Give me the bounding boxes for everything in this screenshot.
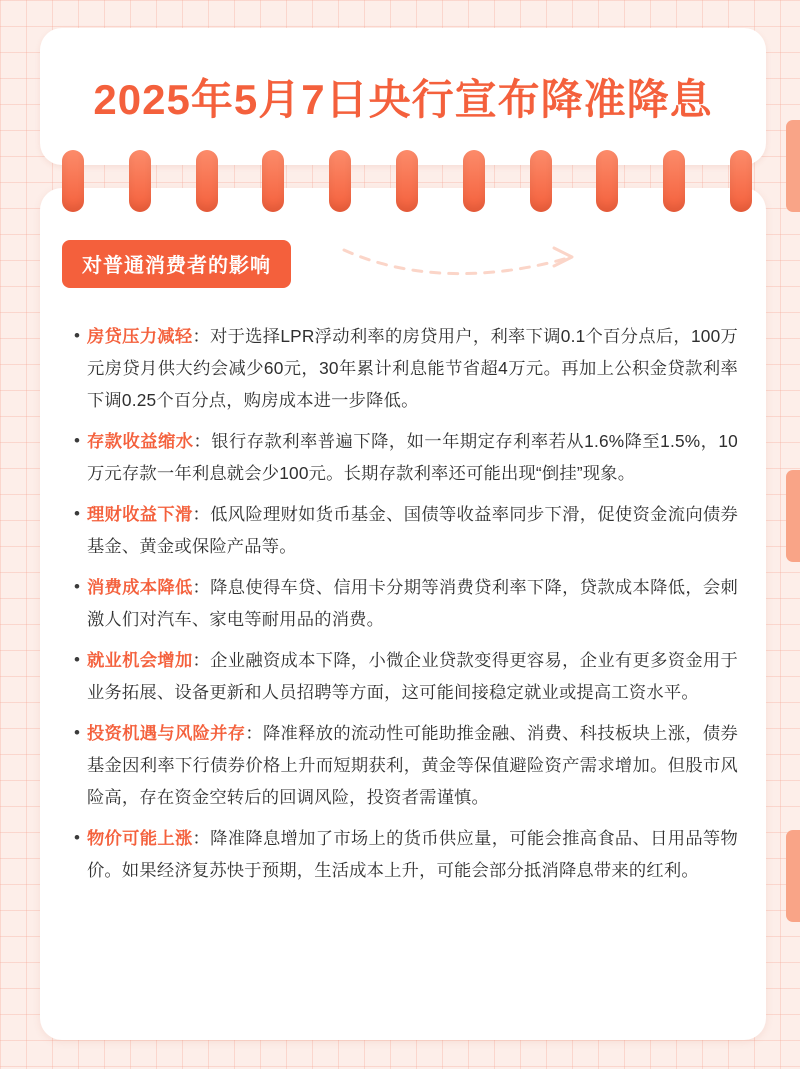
list-item <box>74 425 738 489</box>
spiral-ring <box>596 150 618 212</box>
list-item-title: 房贷压力减轻 <box>86 326 193 346</box>
spiral-ring <box>663 150 685 212</box>
edge-tab-bottom <box>786 830 800 922</box>
list-item-title: 消费成本降低 <box>86 577 193 597</box>
spiral-binding <box>62 150 752 222</box>
spiral-ring <box>396 150 418 212</box>
list-item <box>74 320 738 416</box>
spiral-ring <box>329 150 351 212</box>
content-card <box>40 188 766 1040</box>
spiral-ring <box>262 150 284 212</box>
bullet-icon: • <box>74 723 80 742</box>
list-item-title: 理财收益下滑 <box>86 504 193 524</box>
list-item-body: ：降准降息增加了市场上的货币供应量，可能会推高食品、日用品等物价。如果经济复苏快于预期，生活成本上升，可能会部分抵消降息带来的红利。 <box>86 828 738 880</box>
list-item <box>74 644 738 708</box>
list-item-body: ：银行存款利率普遍下降，如一年期定存利率若从1.6%降至1.5%，10万元存款一年利息就会少100元。长期存款利率还可能出现“倒挂”现象。 <box>86 431 738 483</box>
list-item <box>74 571 738 635</box>
edge-tab-middle <box>786 470 800 562</box>
list-item <box>74 822 738 886</box>
page-title: 2025年5月7日央行宣布降准降息 <box>93 75 713 123</box>
bullet-icon: • <box>74 504 80 523</box>
bullet-icon: • <box>74 431 80 450</box>
list-item-body: ：企业融资成本下降，小微企业贷款变得更容易，企业有更多资金用于业务拓展、设备更新和人员招聘等方面，这可能间接稳定就业或提高工资水平。 <box>86 650 738 702</box>
list-item-body: ：降息使得车贷、信用卡分期等消费贷利率下降，贷款成本降低，会刺激人们对汽车、家电等耐用品的消费。 <box>86 577 738 629</box>
spiral-ring <box>129 150 151 212</box>
spiral-ring <box>62 150 84 212</box>
list-item-body: ：对于选择LPR浮动利率的房贷用户，利率下调0.1个百分点后，100万元房贷月供大约会减少60元，30年累计利息能节省超4万元。再加上公积金贷款利率下调0.25个百分点，购房成本进一步降低。 <box>86 326 738 410</box>
list-item-title: 就业机会增加 <box>86 650 193 670</box>
section-tag: 对普通消费者的影响 <box>62 240 291 288</box>
edge-tab-top <box>786 120 800 212</box>
list-item-body: ：降准释放的流动性可能助推金融、消费、科技板块上涨，债券基金因利率下行债券价格上升而短期获利，黄金等保值避险资产需求增加。但股市风险高，存在资金空转后的回调风险，投资者需谨慎。 <box>86 723 738 807</box>
list-item <box>74 717 738 813</box>
bullet-icon: • <box>74 577 80 596</box>
list-item-title: 物价可能上涨 <box>86 828 193 848</box>
list-item <box>74 498 738 562</box>
impact-list <box>74 320 738 895</box>
dashed-arrow-icon <box>340 240 600 280</box>
spiral-ring <box>463 150 485 212</box>
title-card <box>40 28 766 165</box>
bullet-icon: • <box>74 828 80 847</box>
spiral-ring <box>730 150 752 212</box>
list-item-title: 存款收益缩水 <box>86 431 194 451</box>
spiral-ring <box>196 150 218 212</box>
spiral-ring <box>530 150 552 212</box>
bullet-icon: • <box>74 326 80 345</box>
list-item-title: 投资机遇与风险并存 <box>86 723 246 743</box>
list-item-body: ：低风险理财如货币基金、国债等收益率同步下滑，促使资金流向债券基金、黄金或保险产品等。 <box>86 504 738 556</box>
bullet-icon: • <box>74 650 80 669</box>
